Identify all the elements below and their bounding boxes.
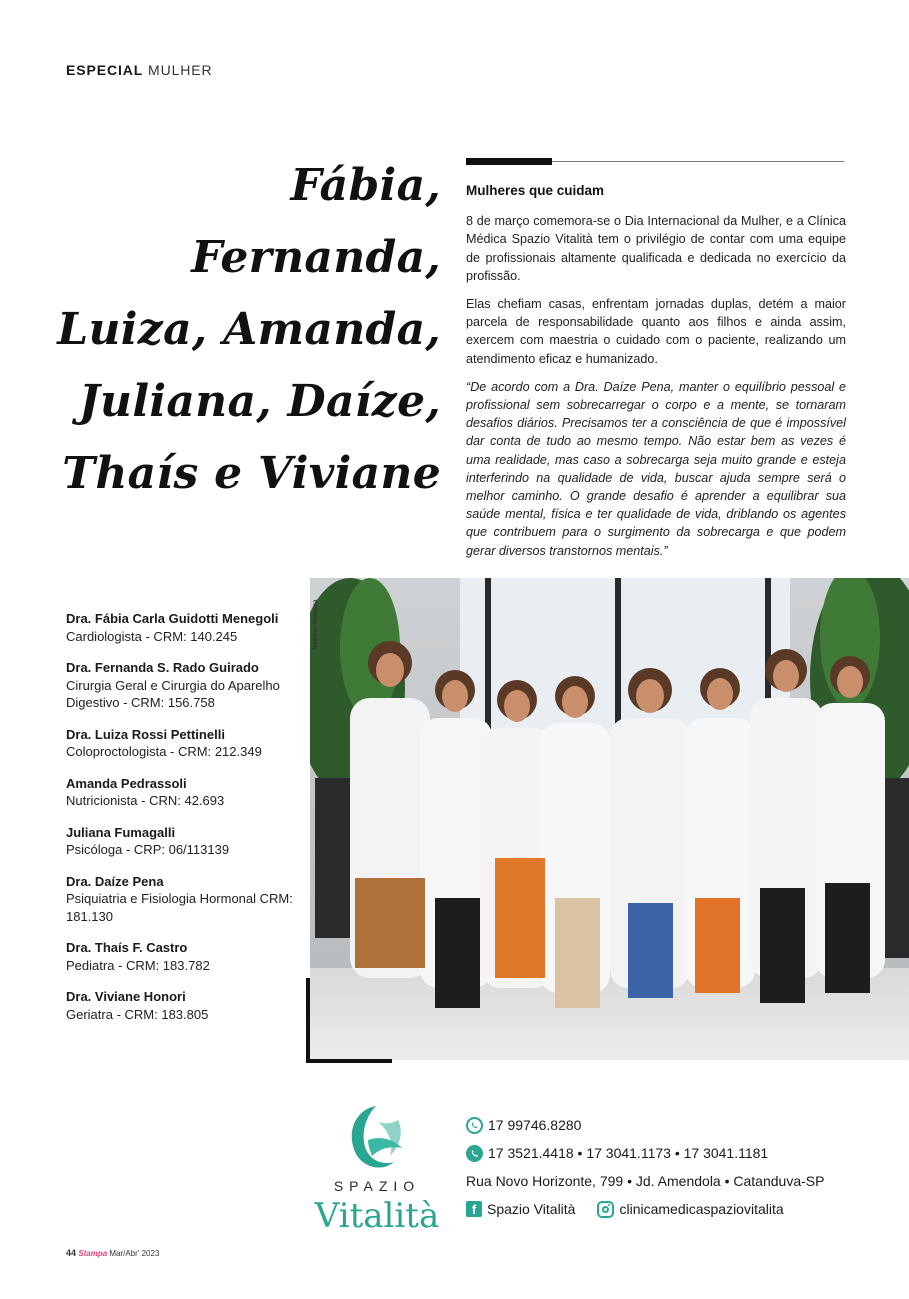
- doctor-entry: [66, 824, 306, 859]
- spazio-vitalita-logo: [310, 1100, 444, 1240]
- instagram-icon: [597, 1201, 614, 1218]
- doctor-role: Geriatra - CRM: 183.805: [66, 1006, 209, 1022]
- doctor-role: Psicóloga - CRP: 06/113139: [66, 842, 230, 857]
- logo-wordmark-bottom: Vitalità: [314, 1196, 440, 1236]
- page-folio: [66, 1248, 159, 1258]
- doctor-name: Dra. Fernanda S. Rado Guirado: [66, 660, 259, 675]
- phone-numbers[interactable]: 17 3521.4418 • 17 3041.1173 • 17 3041.1181: [488, 1145, 769, 1161]
- headline: [41, 150, 441, 510]
- doctor-role: Cardiologista - CRM: 140.245: [66, 628, 238, 644]
- team-photo: [310, 578, 909, 1060]
- doctor-name: Dra. Viviane Honori: [66, 989, 186, 1004]
- article-paragraph: 8 de março comemora-se o Dia Internacional da Mulher, e a Clínica Médica Spazio Vitalità tem o privilégio de contar com uma equipe de profissionais altamente qualificada e dedicada no exercício da profissão.: [466, 214, 846, 283]
- issue-date: Mar/Abr' 2023: [109, 1249, 160, 1258]
- doctor-entry: [66, 610, 306, 645]
- photo-frame-corner: [306, 1059, 392, 1063]
- magazine-name: Stampa: [78, 1249, 108, 1258]
- doctor-role: Psiquiatria e Fisiologia Hormonal CRM: 181.130: [66, 891, 293, 924]
- leaf-logo-icon: [338, 1100, 414, 1178]
- whatsapp-icon: [466, 1117, 483, 1134]
- article-body: [466, 182, 846, 570]
- address-text: Rua Novo Horizonte, 799 • Jd. Amendola • Catanduva-SP: [466, 1173, 825, 1189]
- doctor-name: Dra. Thaís F. Castro: [66, 940, 188, 955]
- headline-line: Thaís e Viviane: [62, 448, 441, 499]
- doctor-role: Nutricionista - CRN: 42.693: [66, 793, 225, 808]
- whatsapp-row: [466, 1115, 824, 1135]
- doctor-entry: [66, 726, 306, 761]
- phone-icon: [466, 1145, 483, 1162]
- article-quote: “De acordo com a Dra. Daíze Pena, manter o equilíbrio pessoal e profissional sem sobrecarregar o corpo e a mente, se tornaram desafios diários. Precisamos ter a consciência de que é impossível dar conta de tudo ao mesmo tempo. Não estar bem as vezes é uma realidade, mas caso a sobrecarga seja muito grande e esteja interferindo na qualidade de vida, buscar ajuda sempre será o melhor caminho. O grande desafio é aprender a equilibrar sua saúde mental, física e ter qualidade de vida, driblando os agentes que contribuem para o surgimento da sobrecarga e que podem gerar diversos transtornos mentais.”: [466, 379, 846, 558]
- divider-accent: [466, 158, 552, 165]
- social-row: [466, 1199, 824, 1219]
- doctor-name: Amanda Pedrassoli: [66, 775, 187, 791]
- whatsapp-number[interactable]: 17 99746.8280: [488, 1117, 582, 1133]
- doctor-list: [66, 610, 306, 1037]
- doctor-name: Dra. Daíze Pena: [66, 873, 164, 889]
- photo-credit: Matheus Fonseca: [313, 599, 319, 650]
- page-number: 44: [66, 1248, 77, 1258]
- doctor-role: Cirurgia Geral e Cirurgia do Aparelho Digestivo - CRM: 156.758: [66, 677, 280, 710]
- doctor-name: Dra. Luiza Rossi Pettinelli: [66, 726, 225, 742]
- doctor-entry: [66, 775, 306, 810]
- headline-line: Luiza, Amanda,: [57, 304, 441, 355]
- doctor-role: Pediatra - CRM: 183.782: [66, 957, 210, 973]
- doctor-role: Coloproctologista - CRM: 212.349: [66, 744, 262, 759]
- headline-line: Juliana, Daíze,: [78, 376, 441, 427]
- section-label: [66, 62, 213, 78]
- doctor-entry: [66, 659, 306, 712]
- address-row: [466, 1171, 824, 1191]
- phone-row: [466, 1143, 824, 1163]
- section-label-primary: ESPECIAL: [66, 62, 144, 78]
- facebook-handle[interactable]: Spazio Vitalità: [487, 1201, 576, 1217]
- doctor-name: Dra. Fábia Carla Guidotti Menegoli: [66, 611, 279, 626]
- doctor-entry: [66, 939, 306, 974]
- doctor-entry: [66, 988, 306, 1023]
- photo-frame-corner: [306, 978, 310, 1063]
- facebook-icon: f: [466, 1201, 482, 1217]
- doctor-name: Juliana Fumagalli: [66, 824, 176, 840]
- logo-wordmark-top: SPAZIO: [333, 1178, 421, 1194]
- contact-block: [466, 1115, 824, 1227]
- section-label-secondary: MULHER: [148, 62, 213, 78]
- instagram-handle[interactable]: clinicamedicaspaziovitalita: [619, 1201, 784, 1217]
- headline-line: Fábia, Fernanda,: [191, 160, 441, 283]
- article-subhead: Mulheres que cuidam: [466, 183, 605, 198]
- article-paragraph: Elas chefiam casas, enfrentam jornadas duplas, detém a maior parcela de responsabilidade quanto aos filhos e ainda assim, exercem com maestria o cuidado com o paciente, realizando um atendimento eficaz e humanizado.: [466, 297, 846, 366]
- doctor-entry: [66, 873, 306, 926]
